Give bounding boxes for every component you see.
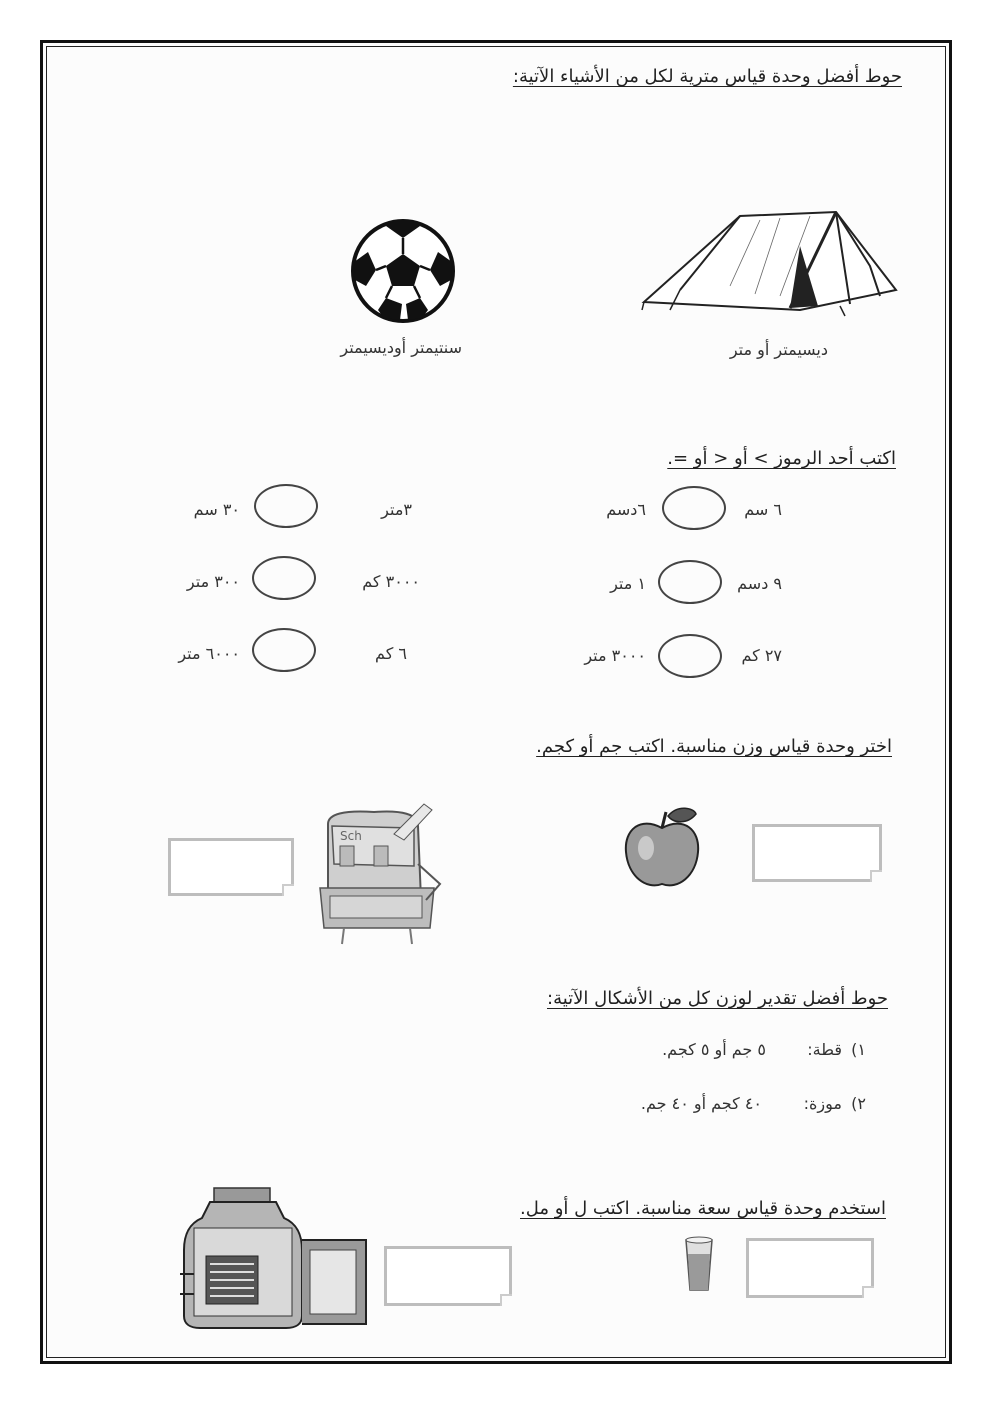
school-bag-picture [314,804,444,954]
jug-answer-box[interactable] [384,1246,512,1306]
glass-picture [684,1236,714,1292]
estimate-heading: حوط أفضل تقدير لوزن كل من الأشكال الآتية: [547,988,888,1009]
compare-r3-right-circle[interactable] [658,634,722,678]
compare-r3-right-b: ٣٠٠٠ متر [584,646,646,665]
compare-r2-left-circle[interactable] [252,556,316,600]
compare-r2-right-a: ٩ دسم [737,574,782,593]
compare-r3-left-b: ٦٠٠٠ متر [178,644,240,663]
compare-r1-right-a: ٦ سم [744,500,782,519]
estimate-item-2-object: موزة: [803,1094,842,1113]
compare-r2-left-b: ٣٠٠ متر [186,572,240,591]
weight-heading: اختر وحدة قياس وزن مناسبة. اكتب جم أو كجم. [536,736,892,757]
compare-r2-right-b: ١ متر [610,574,646,593]
glass-answer-box[interactable] [746,1238,874,1298]
compare-r1-right-b: ٦دسم [606,500,646,519]
tent-picture [640,206,902,318]
capacity-heading: استخدم وحدة قياس سعة مناسبة. اكتب ل أو مل. [520,1198,886,1219]
soccer-ball-picture [350,218,456,324]
compare-r3-left-a: ٦ كم [375,644,407,663]
compare-r3-right-a: ٢٧ كم [741,646,782,665]
apple-answer-box[interactable] [752,824,882,882]
compare-heading: اكتب أحد الرموز > أو < أو =. [667,448,896,469]
estimate-item-1-number: ١) [851,1040,866,1059]
estimate-item-2-options[interactable]: ٤٠ كجم أو ٤٠ جم. [640,1094,762,1113]
compare-r2-left-a: ٣٠٠٠ كم [362,572,420,591]
ball-choice: سنتيمتر أوديسيمتر [340,338,462,357]
compare-r3-left-circle[interactable] [252,628,316,672]
svg-text:Sch: Sch [340,829,362,843]
estimate-item-1-options[interactable]: ٥ جم أو ٥ كجم. [662,1040,766,1059]
compare-r2-right-circle[interactable] [658,560,722,604]
compare-r1-left-b: ٣٠ سم [193,500,240,519]
apple-picture [622,804,702,890]
metric-length-heading: حوط أفضل وحدة قياس مترية لكل من الأشياء الآتية: [512,66,902,87]
estimate-item-1-object: قطة: [807,1040,842,1059]
water-jug-picture [180,1184,370,1330]
compare-r1-left-circle[interactable] [254,484,318,528]
tent-choice: ديسيمتر أو متر [729,340,828,359]
compare-r1-right-circle[interactable] [662,486,726,530]
estimate-item-2-number: ٢) [851,1094,866,1113]
compare-r1-left-a: ٣متر [381,500,412,519]
bag-answer-box[interactable] [168,838,294,896]
